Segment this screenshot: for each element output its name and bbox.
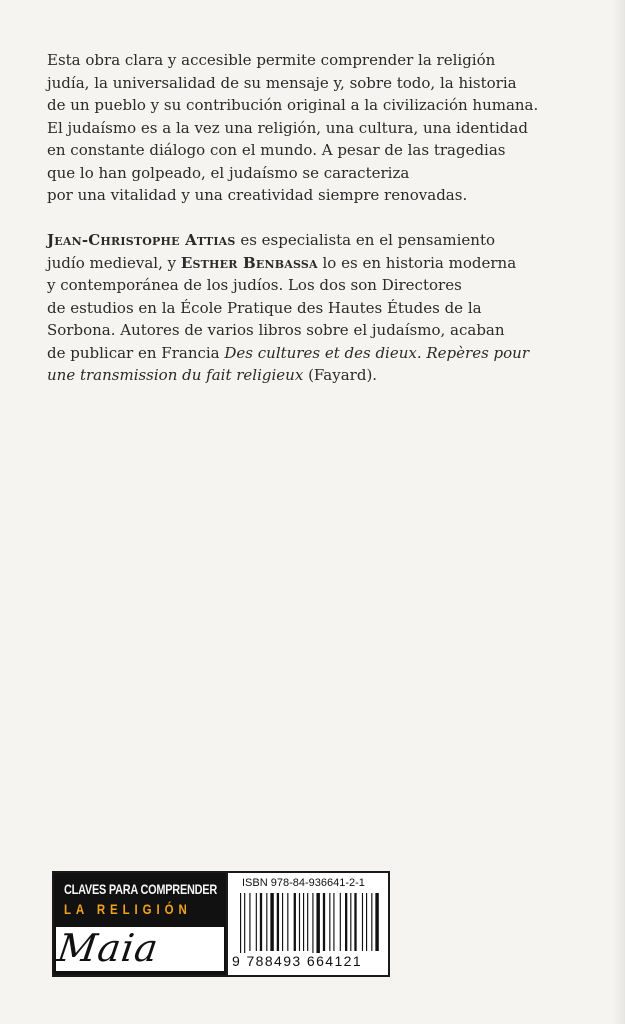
book-title: Des cultures et des dieux. Repères pour [224,343,529,362]
barcode-bar [362,893,363,951]
author-name-benbassa: Esther Benbassa [180,253,318,272]
authors-text: judío medieval, y [47,253,181,272]
blurb-line: que lo han golpeado, el judaísmo se caracteriza [47,163,410,182]
authors-text: (Fayard). [303,366,378,384]
author-name-attias: Jean-Christophe Attias [47,231,236,249]
barcode-bar [371,893,372,951]
barcode-bar [366,893,367,951]
blurb-line: en constante diálogo con el mundo. A pesar de las tragedias [47,141,506,159]
barcode-bar [375,893,378,951]
blurb-line: de un pueblo y su contribución original a la civilización humana. [47,96,539,114]
series-barcode-panel [52,871,390,977]
barcode-bar [244,893,245,957]
barcode-bar [307,893,308,951]
blurb-line: Esta obra clara y accesible permite comprender la religión [47,51,496,69]
authors-line: y contemporánea de los judíos. Los dos son Directores [47,276,462,294]
isbn-label: ISBN 978-84-936641-2-1 [242,877,365,889]
blurb-line: El judaísmo es a la vez una religión, una cultura, una identidad [47,118,528,137]
authors-text: lo es en historia moderna [317,253,517,272]
barcode-bar [287,893,288,951]
barcode-digits: 9 788493 664121 [232,953,362,969]
barcode-bar [323,893,325,951]
authors-line [47,342,567,365]
barcode-bar [354,893,356,951]
blurb-line: por una vitalidad y una creatividad siempre renovadas. [47,186,468,204]
barcode-bar [345,893,347,951]
barcode-bar [333,893,334,951]
barcode-bar [277,893,279,951]
barcode-bar [312,893,313,957]
barcode-area [228,873,388,975]
barcode-bar [260,893,262,951]
series-logo [54,873,228,975]
barcode-bar [294,893,296,951]
barcode-bar [240,893,241,957]
barcode-bar [329,893,330,951]
barcode-bar [303,893,304,951]
page-edge-shadow [613,0,625,1024]
authors-line [47,252,567,275]
authors-line: Sorbona. Autores de varios libros sobre el judaísmo, acaban [47,321,505,339]
series-subtitle: LA RELIGIÓN [64,901,192,917]
authors-text: es especialista en el pensamiento [235,231,496,249]
authors-text: de publicar en Francia [47,343,225,362]
authors-paragraph [47,229,567,387]
barcode-bar [350,893,351,951]
maia-script-logo: Maia [54,926,162,970]
barcode-bar [256,893,257,951]
barcode-bar [282,893,283,951]
series-title: CLAVES PARA COMPRENDER [64,881,218,897]
barcode-bar [270,893,273,951]
barcode-bar [266,893,267,951]
barcode-bar [249,893,250,951]
authors-line: de estudios en la École Pratique des Hautes Études de la [47,298,482,317]
barcode-bar [340,893,341,951]
authors-line [47,229,567,252]
blurb-paragraph [47,49,567,207]
authors-line [47,364,567,387]
blurb-line: judía, la universalidad de su mensaje y, sobre todo, la historia [47,73,517,92]
book-title: une transmission du fait religieux [47,366,304,384]
barcode-bar [299,893,300,951]
barcode-icon [238,893,380,957]
barcode-bar [316,893,319,957]
